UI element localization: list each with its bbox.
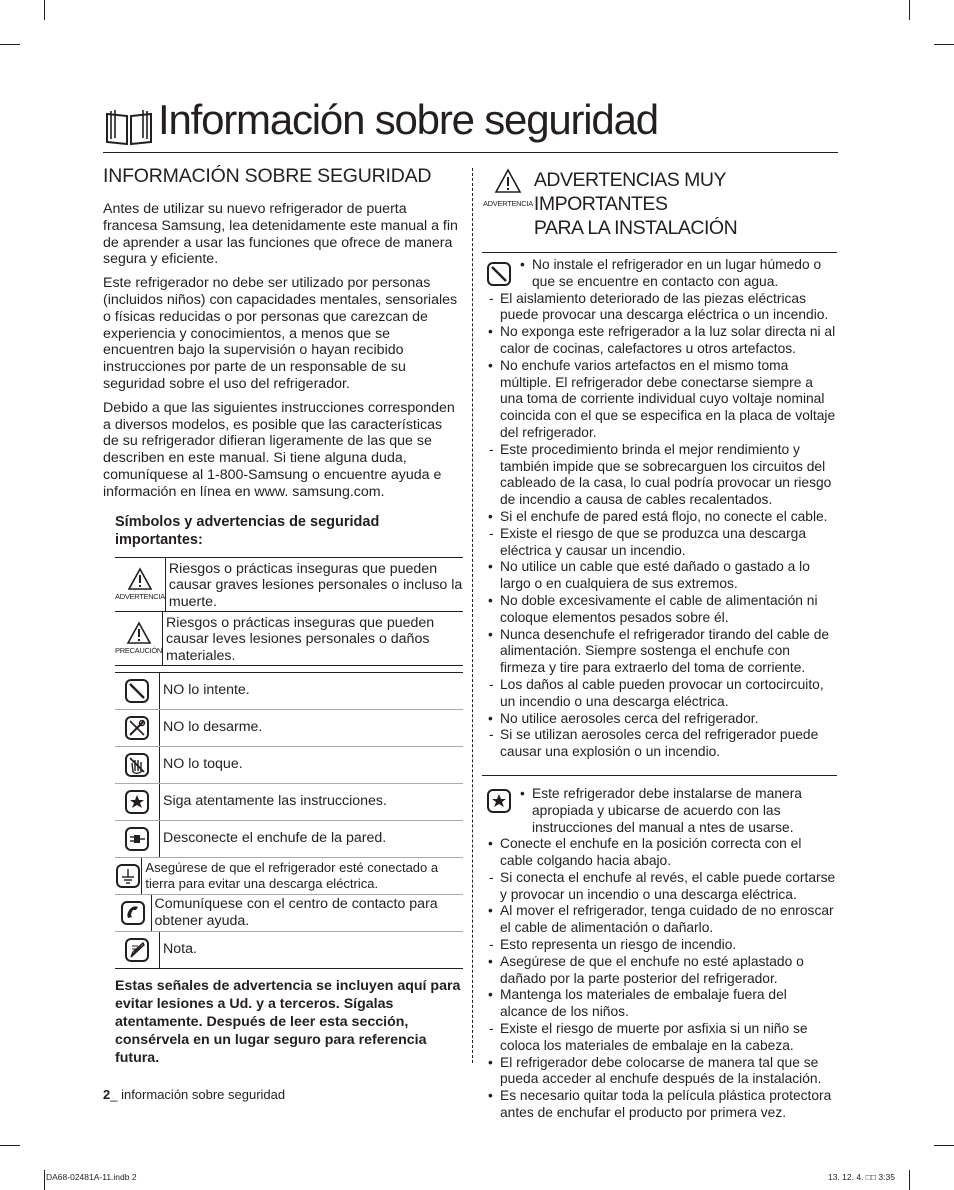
list-item: [482, 324, 837, 358]
list-item: [482, 677, 837, 711]
list-text: Al mover el refrigerador, tenga cuidado de no enroscar el cable de alimentación o dañarlo.: [500, 903, 834, 936]
list-marker: -: [489, 1021, 494, 1037]
list-item: [482, 836, 837, 870]
warning-label: PRECAUCIÓN: [115, 646, 163, 656]
list-text: Es necesario quitar toda la película plástica protectora antes de enchufar el producto por primera vez.: [500, 1088, 832, 1121]
follow-instructions-section: [482, 775, 837, 1122]
symbol-text: NO lo intente.: [163, 682, 250, 699]
warning-list: [482, 786, 837, 1122]
list-marker: -: [489, 676, 494, 692]
symbol-text: NO lo toque.: [163, 756, 243, 773]
symbol-row: [115, 932, 463, 968]
list-marker: -: [489, 869, 494, 885]
list-text: Los daños al cable pueden provocar un cortocircuito, un incendio o una descarga eléctrica.: [500, 676, 824, 709]
list-marker: •: [488, 592, 493, 608]
column-divider: [472, 168, 473, 1063]
crop-mark: [44, 1170, 45, 1190]
list-marker: •: [488, 903, 493, 919]
symbol-text: Comuníquese con el centro de contacto para obtener ayuda.: [154, 895, 438, 929]
crop-mark: [909, 1170, 910, 1190]
page-title: Información sobre seguridad: [158, 96, 658, 143]
no-attempt-section: [482, 252, 837, 761]
list-text: Existe el riesgo de muerte por asfixia si un niño se coloca los materiales de embalaje en la cabeza.: [500, 1021, 808, 1053]
list-marker: •: [488, 953, 493, 969]
page-number: 2: [103, 1087, 111, 1102]
list-item: [482, 593, 837, 627]
list-item: [482, 526, 837, 560]
list-item: [482, 1088, 837, 1122]
symbol-table: [115, 672, 463, 969]
list-text: No utilice un cable que esté dañado o gastado a lo largo o en cualquiera de sus extremos.: [500, 559, 810, 592]
warning-table: [115, 557, 463, 666]
footer-label: _ información sobre seguridad: [110, 1087, 286, 1102]
list-item: [482, 870, 837, 904]
list-text: Asegúrese de que el enchufe no esté aplastado o dañado por la parte posterior del refrigerador.: [500, 953, 804, 986]
list-text: Existe el riesgo de que se produzca una descarga eléctrica y causar un incendio.: [500, 525, 807, 558]
warning-triangle-icon: [482, 168, 534, 240]
symbol-text: NO lo desarme.: [163, 719, 263, 736]
symbol-row: [115, 858, 463, 895]
list-marker: •: [488, 710, 493, 726]
warning-text: Riesgos o prácticas inseguras que pueden causar graves lesiones personales o incluso la muerte.: [168, 560, 463, 611]
crop-mark: [44, 0, 45, 20]
no-attempt-icon: [486, 261, 512, 287]
warning-label: ADVERTENCIA: [115, 592, 165, 602]
list-marker: -: [489, 441, 494, 457]
list-marker: -: [489, 525, 494, 541]
phone-icon: [115, 895, 152, 931]
warning-triangle-icon: [115, 558, 166, 611]
warning-list: [482, 257, 837, 761]
list-marker: •: [520, 257, 525, 272]
list-item: [482, 727, 837, 761]
list-marker: -: [489, 937, 494, 953]
list-marker: •: [488, 626, 493, 642]
list-text: El refrigerador debe colocarse de manera tal que se pueda acceder al enchufe después de la instalación.: [500, 1054, 822, 1087]
list-item: [482, 711, 837, 728]
page-footer: [103, 1087, 285, 1102]
heading-line: ADVERTENCIAS MUY IMPORTANTES: [533, 169, 726, 215]
list-item: [482, 442, 837, 509]
symbol-row: [115, 673, 463, 710]
symbol-text: Desconecte el enchufe de la pared.: [163, 830, 387, 847]
list-marker: -: [489, 290, 494, 306]
list-text: No utilice aerosoles cerca del refrigerador.: [500, 710, 759, 726]
caution-triangle-icon: [115, 612, 163, 665]
list-item: [482, 937, 837, 954]
list-marker: •: [488, 836, 493, 852]
list-text: Si el enchufe de pared está flojo, no conecte el cable.: [500, 508, 828, 524]
list-marker: •: [488, 987, 493, 1003]
crop-mark: [934, 44, 954, 45]
list-marker: •: [488, 1054, 493, 1070]
list-marker: •: [488, 1088, 493, 1104]
list-marker: •: [488, 508, 493, 524]
list-item: [482, 903, 837, 937]
list-text: Nunca desenchufe el refrigerador tirando del cable de alimentación. Siempre sostenga el enchufe con firmeza y tire para extraerlo del toma de corriente.: [500, 626, 830, 676]
warning-label: ADVERTENCIA: [482, 199, 533, 208]
list-item: [482, 257, 837, 291]
warning-row: [115, 558, 463, 612]
intro-paragraph: Antes de utilizar su nuevo refrigerador de puerta francesa Samsung, lea detenidamente este manual a fin de aprender a usar las funciones que ofrece de manera segura y eficiente.: [103, 201, 458, 268]
list-marker: •: [488, 559, 493, 575]
symbol-row: [115, 747, 463, 784]
crop-mark: [909, 0, 910, 20]
list-text: No doble excesivamente el cable de alimentación ni coloque elementos pesados sobre él.: [500, 592, 818, 625]
list-item: [482, 627, 837, 677]
left-column: [103, 165, 461, 1067]
symbol-row: [115, 895, 463, 932]
symbol-text: Siga atentamente las instrucciones.: [163, 793, 387, 810]
list-item: [482, 954, 837, 988]
list-text: Si se utilizan aerosoles cerca del refrigerador puede causar una explosión o un incendio.: [500, 727, 819, 760]
list-item: [482, 1055, 837, 1089]
section-heading: INFORMACIÓN SOBRE SEGURIDAD: [103, 165, 432, 187]
list-marker: -: [489, 727, 494, 743]
list-item: [482, 358, 837, 442]
list-text: El aislamiento deteriorado de las piezas eléctricas puede provocar una descarga eléctrica o un incendio.: [500, 290, 829, 323]
intro-paragraph: Este refrigerador no debe ser utilizado por personas (incluidos niños) con capacidades mentales, sensoriales o físicas reducidas o por personas que carezcan de experiencia y conocimientos, a menos que se encuentren bajo la supervisión o hayan recibido instrucciones por parte de un responsable de su seguridad sobre el uso del refrigerador.: [103, 275, 458, 392]
list-marker: •: [488, 324, 493, 340]
list-text: No enchufe varios artefactos en el mismo toma múltiple. El refrigerador debe conectarse siempre a una toma de corriente individual cuyo voltaje nominal coincida con el que se especifica en la placa de voltaje del refrigerador.: [500, 357, 836, 440]
follow-instructions-icon: [115, 784, 160, 820]
list-text: No exponga este refrigerador a la luz solar directa ni al calor de cocinas, calefactores u otros artefactos.: [500, 324, 836, 356]
heading-line: PARA LA INSTALACIÓN: [533, 217, 738, 239]
list-item: [482, 291, 837, 325]
list-text: Este procedimiento brinda el mejor rendimiento y también impide que se sobrecarguen los circuitos del cableado de la casa, lo cual podría provocar un riesgo de incendio a causa de cables recalentados.: [500, 441, 832, 508]
symbols-title: Símbolos y advertencias de seguridad importantes:: [115, 513, 380, 548]
section-heading: [534, 168, 840, 240]
no-disassemble-icon: [115, 710, 160, 746]
list-item: [482, 1021, 837, 1055]
follow-instructions-icon: [486, 788, 512, 814]
crop-mark: [0, 44, 20, 45]
symbol-row: [115, 784, 463, 821]
installation-heading: [482, 168, 840, 240]
no-touch-icon: [115, 747, 160, 783]
list-text: No instale el refrigerador en un lugar húmedo o que se encuentre en contacto con agua.: [532, 257, 822, 289]
manual-book-icon: [105, 108, 153, 146]
right-column: [482, 168, 840, 1122]
list-marker: •: [488, 357, 493, 373]
list-text: Si conecta el enchufe al revés, el cable puede cortarse y provocar un incendio o una descarga eléctrica.: [500, 869, 836, 902]
list-item: [482, 987, 837, 1021]
list-item: [482, 786, 837, 836]
list-text: Esto representa un riesgo de incendio.: [500, 937, 737, 953]
list-item: [482, 509, 837, 526]
symbol-row: [115, 821, 463, 858]
list-text: Conecte el enchufe en la posición correcta con el cable colgando hacia abajo.: [500, 836, 802, 869]
no-attempt-icon: [115, 673, 160, 709]
warning-text: Riesgos o prácticas inseguras que pueden causar leves lesiones personales o daños materiales.: [166, 614, 435, 665]
list-text: Este refrigerador debe instalarse de manera apropiada y ubicarse de acuerdo con las instrucciones del manual a ntes de usarse.: [532, 785, 802, 835]
imprint-right: 13. 12. 4. □□ 3:35: [828, 1172, 895, 1182]
warning-row: [115, 612, 463, 665]
page-header: [103, 96, 838, 153]
ground-icon: [115, 858, 142, 894]
list-item: [482, 559, 837, 593]
crop-mark: [934, 1145, 954, 1146]
symbol-row: [115, 710, 463, 747]
list-text: Mantenga los materiales de embalaje fuera del alcance de los niños.: [500, 987, 787, 1020]
symbol-text: Asegúrese de que el refrigerador esté conectado a tierra para evitar una descarga eléctrica.: [145, 859, 439, 891]
intro-paragraph: Debido a que las siguientes instrucciones corresponden a diversos modelos, es posible que las características de su refrigerador difieran ligeramente de las que se describen en este manual. Si tiene alguna duda, comuníquese al 1-800-Samsung o encuentre ayuda e información en línea en www. samsung.com.: [103, 399, 455, 500]
imprint-left: DA68-02481A-11.indb 2: [46, 1172, 137, 1182]
closing-note: Estas señales de advertencia se incluyen aquí para evitar lesiones a Ud. y a terceros. Sígalas atentamente. Después de leer esta sección, consérvela en un lugar seguro para referencia futura.: [115, 977, 461, 1066]
list-marker: •: [520, 785, 525, 801]
crop-mark: [0, 1145, 20, 1146]
symbol-text: Nota.: [163, 941, 197, 958]
note-icon: [115, 932, 160, 968]
unplug-icon: [115, 821, 160, 857]
